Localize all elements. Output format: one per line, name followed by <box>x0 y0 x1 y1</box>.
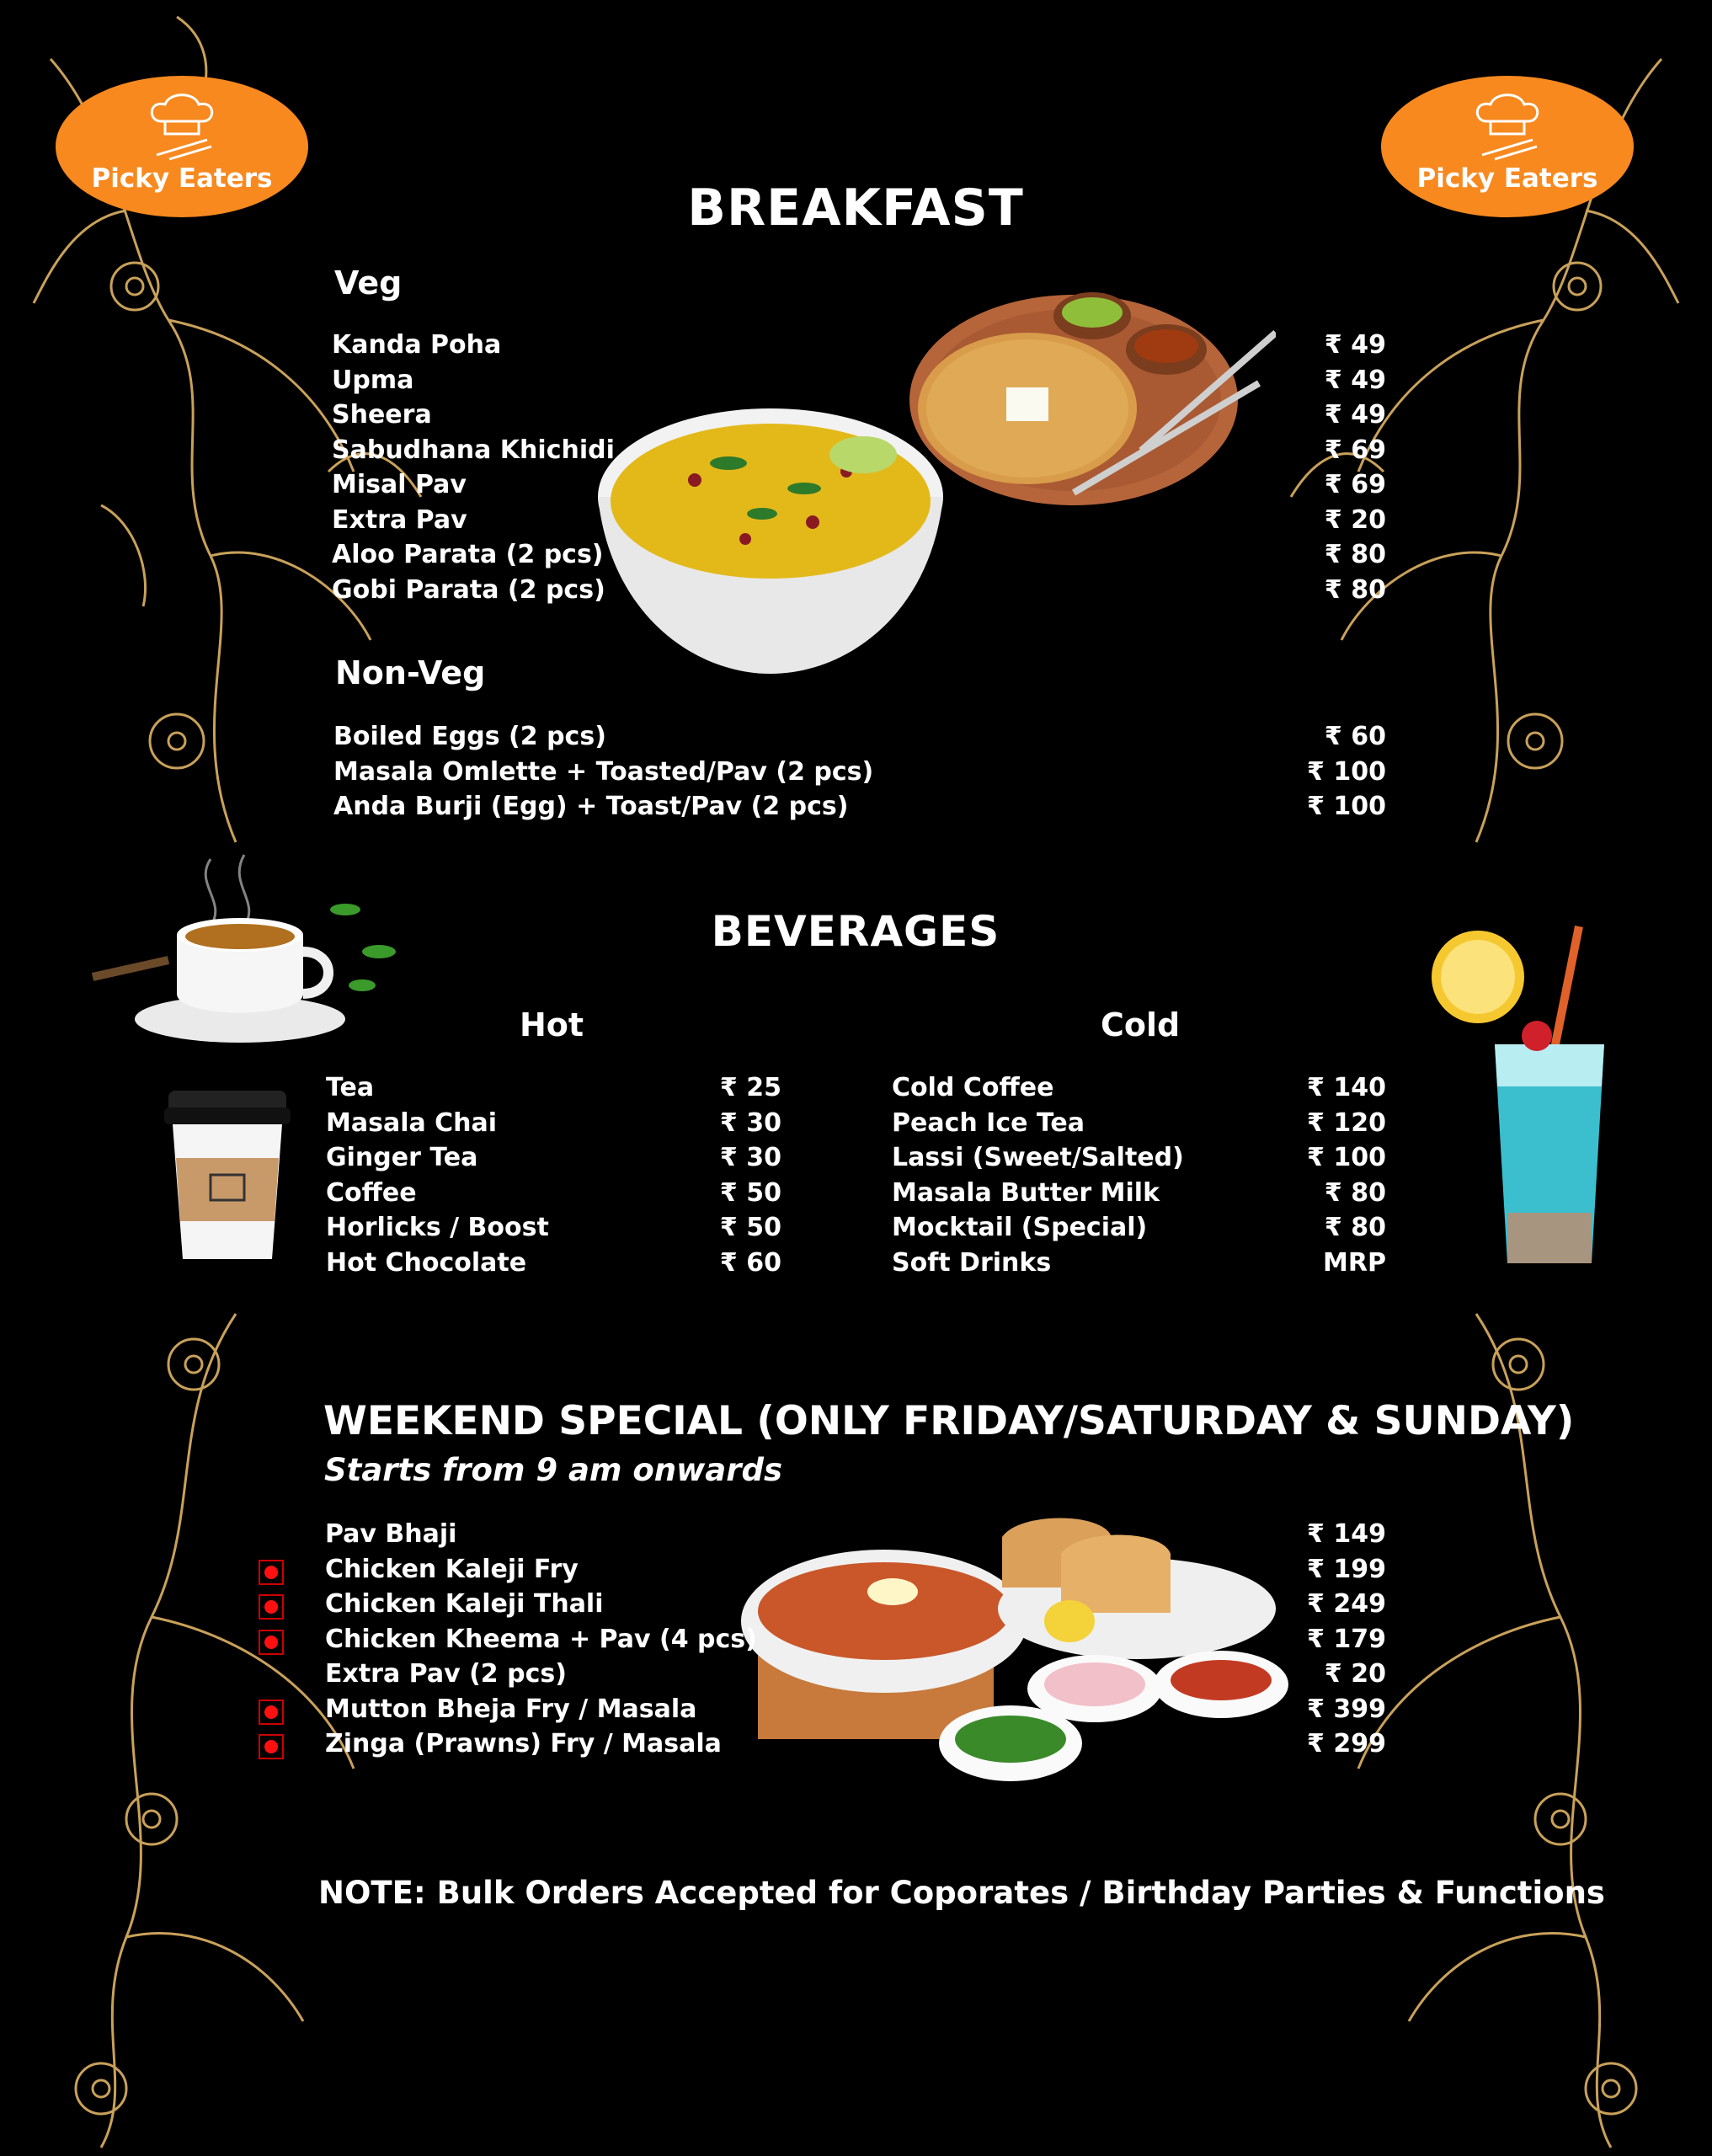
logo-text: Picky Eaters <box>1416 163 1598 194</box>
menu-item-name: Chicken Kaleji Fry <box>325 1554 579 1584</box>
menu-item-price: ₹ 69 <box>1324 470 1386 499</box>
menu-item-name: Sheera <box>332 400 432 430</box>
menu-item-name: Aloo Parata (2 pcs) <box>332 540 604 569</box>
menu-item-price: ₹ 249 <box>1307 1589 1386 1619</box>
nonveg-marker-icon <box>259 1594 284 1620</box>
hot-heading: Hot <box>520 1006 584 1043</box>
menu-item-price: ₹ 199 <box>1307 1554 1386 1584</box>
menu-item-name: Peach Ice Tea <box>892 1107 1085 1138</box>
menu-item-price: ₹ 100 <box>1307 1143 1386 1172</box>
breakfast-title: BREAKFAST <box>687 179 1024 237</box>
chef-hat-icon <box>136 88 228 163</box>
nonveg-heading: Non-Veg <box>335 654 486 691</box>
paratha-plate-image <box>905 282 1276 526</box>
menu-item-name: Soft Drinks <box>892 1247 1052 1278</box>
menu-item-name: Hot Chocolate <box>326 1247 527 1278</box>
poha-bowl-image <box>594 404 947 674</box>
logo-right <box>1381 76 1634 217</box>
menu-item-name: Masala Chai <box>326 1107 498 1138</box>
menu-item-price: ₹ 80 <box>1324 1213 1386 1242</box>
menu-item-name: Horlicks / Boost <box>326 1213 549 1242</box>
menu-item-price: ₹ 100 <box>1307 792 1386 821</box>
menu-item-name: Anda Burji (Egg) + Toast/Pav (2 pcs) <box>333 792 849 821</box>
menu-item-name: Lassi (Sweet/Salted) <box>892 1143 1184 1172</box>
beverages-title: BEVERAGES <box>711 907 1000 956</box>
menu-item-name: Gobi Parata (2 pcs) <box>332 574 605 605</box>
coffee-cup-image <box>164 1086 291 1263</box>
menu-item-name: Mutton Bheja Fry / Masala <box>325 1694 697 1724</box>
menu-item-name: Boiled Eggs (2 pcs) <box>333 722 606 751</box>
nonveg-marker-icon <box>259 1700 284 1725</box>
menu-item-price: ₹ 25 <box>719 1073 781 1102</box>
menu-item-price: ₹ 80 <box>1324 540 1386 569</box>
menu-item-name: Masala Butter Milk <box>892 1177 1160 1208</box>
menu-item-price: ₹ 30 <box>719 1143 781 1172</box>
nonveg-marker-icon <box>259 1734 284 1759</box>
menu-item-name: Chicken Kheema + Pav (4 pcs) <box>325 1624 757 1654</box>
menu-item-name: Pav Bhaji <box>325 1519 457 1549</box>
menu-item-price: ₹ 149 <box>1307 1519 1386 1549</box>
veg-heading: Veg <box>334 264 403 302</box>
bulk-order-note: NOTE: Bulk Orders Accepted for Coporates / Birthday Parties & Functions <box>318 1875 1605 1911</box>
menu-item-price: ₹ 49 <box>1324 330 1386 360</box>
menu-item-price: MRP <box>1323 1247 1386 1278</box>
mocktail-glass-image <box>1427 910 1629 1272</box>
menu-item-price: ₹ 80 <box>1324 1177 1386 1208</box>
menu-item-price: ₹ 140 <box>1307 1073 1386 1102</box>
menu-item-price: ₹ 69 <box>1324 435 1386 465</box>
menu-item-name: Extra Pav <box>332 504 467 535</box>
menu-item-price: ₹ 20 <box>1324 1659 1386 1689</box>
tea-cup-image <box>84 851 421 1044</box>
logo-text: Picky Eaters <box>91 163 273 194</box>
menu-item-price: ₹ 60 <box>719 1247 781 1278</box>
chef-hat-icon <box>1461 88 1554 163</box>
menu-item-price: ₹ 80 <box>1324 574 1386 605</box>
pav-bhaji-image <box>741 1512 1305 1790</box>
menu-item-name: Cold Coffee <box>892 1073 1054 1102</box>
menu-item-name: Masala Omlette + Toasted/Pav (2 pcs) <box>333 756 874 787</box>
menu-item-price: ₹ 299 <box>1307 1729 1386 1758</box>
menu-item-name: Sabudhana Khichidi <box>332 435 615 465</box>
menu-item-price: ₹ 60 <box>1324 722 1386 751</box>
cold-heading: Cold <box>1101 1006 1181 1043</box>
menu-item-price: ₹ 49 <box>1324 400 1386 430</box>
logo-left <box>56 76 308 217</box>
menu-item-name: Chicken Kaleji Thali <box>325 1589 604 1619</box>
menu-item-name: Ginger Tea <box>326 1143 478 1172</box>
nonveg-marker-icon <box>259 1630 284 1655</box>
menu-item-name: Kanda Poha <box>332 330 502 360</box>
menu-item-price: ₹ 50 <box>719 1213 781 1242</box>
menu-item-price: ₹ 20 <box>1324 504 1386 535</box>
menu-item-name: Mocktail (Special) <box>892 1213 1148 1242</box>
weekend-subtitle: Starts from 9 am onwards <box>324 1452 783 1488</box>
menu-item-name: Tea <box>326 1073 375 1102</box>
menu-item-price: ₹ 49 <box>1324 365 1386 395</box>
menu-item-price: ₹ 120 <box>1307 1107 1386 1138</box>
menu-item-price: ₹ 399 <box>1307 1694 1386 1724</box>
menu-item-price: ₹ 30 <box>719 1107 781 1138</box>
menu-item-name: Misal Pav <box>332 470 467 499</box>
menu-item-name: Coffee <box>326 1177 417 1208</box>
menu-item-price: ₹ 50 <box>719 1177 781 1208</box>
menu-item-name: Zinga (Prawns) Fry / Masala <box>325 1729 722 1758</box>
menu-item-price: ₹ 179 <box>1307 1624 1386 1654</box>
menu-item-price: ₹ 100 <box>1307 756 1386 787</box>
menu-item-name: Extra Pav (2 pcs) <box>325 1659 567 1689</box>
nonveg-marker-icon <box>259 1560 284 1585</box>
menu-item-name: Upma <box>332 365 414 395</box>
weekend-title: WEEKEND SPECIAL (ONLY FRIDAY/SATURDAY & SUNDAY) <box>323 1398 1575 1444</box>
